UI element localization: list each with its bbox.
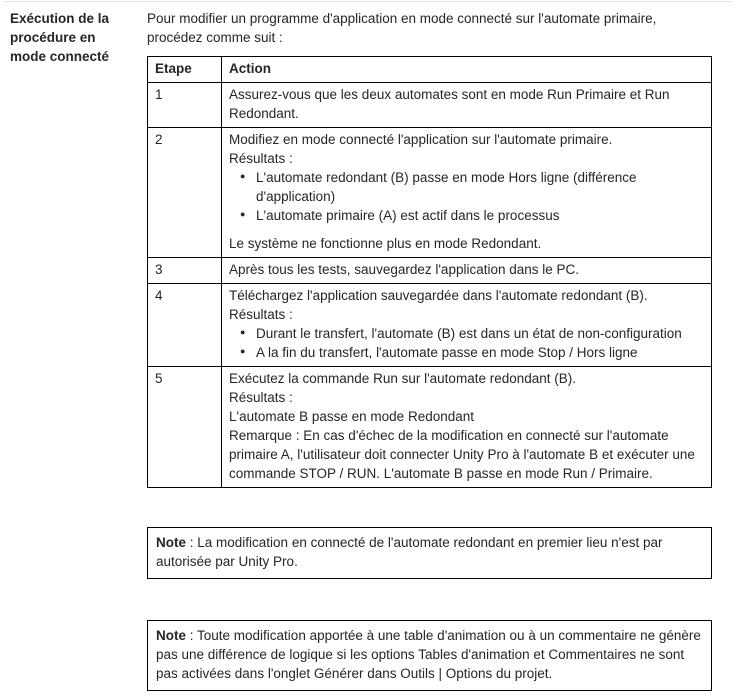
bullet-icon: ● xyxy=(240,171,246,181)
note-text: La modification en connecté de l'automate redondant en premier lieu n'est par autorisée par Unity Pro. xyxy=(156,535,663,569)
step-number-cell: 4 xyxy=(148,284,222,367)
action-text-line: Résultats : xyxy=(229,390,293,405)
action-cell xyxy=(222,284,712,367)
column-header-etape: Etape xyxy=(148,57,222,83)
bullet-icon: ● xyxy=(240,346,246,356)
step-number-cell: 2 xyxy=(148,128,222,258)
bullet-icon: ● xyxy=(240,209,246,219)
table-row xyxy=(148,258,712,284)
intro-paragraph: Pour modifier un programme d'application en mode connecté sur l'automate primaire, procédez comme suit : xyxy=(147,11,657,45)
action-text-line: Téléchargez l'application sauvegardée dans l'automate redondant (B). xyxy=(229,288,648,303)
bullet-text: Durant le transfert, l'automate (B) est dans un état de non-configuration xyxy=(256,326,682,341)
note-box xyxy=(147,527,712,579)
action-text-line: Exécutez la commande Run sur l'automate redondant (B). xyxy=(229,371,577,386)
note-label: Note xyxy=(156,628,186,643)
section-heading-line: Exécution de la xyxy=(10,11,110,26)
bullet-icon: ● xyxy=(240,327,246,337)
action-cell xyxy=(222,83,712,128)
step-number-cell: 3 xyxy=(148,258,222,284)
bullet-item xyxy=(229,206,703,225)
action-text-line: Résultats : xyxy=(229,307,293,322)
table-row xyxy=(148,284,712,367)
action-text-line: Après tous les tests, sauvegardez l'application dans le PC. xyxy=(229,262,580,277)
note-text: Toute modification apportée à une table d'animation ou à un commentaire ne génère pas une différence de logique si les options Tables d'animation et Commentaires ne sont pas activées dans l'onglet Générer dans Outils | Options du projet. xyxy=(156,628,701,681)
table-row xyxy=(148,367,712,488)
table-row xyxy=(148,128,712,258)
action-cell xyxy=(222,258,712,284)
note-label: Note xyxy=(156,535,186,550)
steps-table-body xyxy=(148,83,712,488)
action-text-line: L'automate B passe en mode Redondant xyxy=(229,409,474,424)
section-heading-line: procédure en xyxy=(10,30,96,45)
note-separator: : xyxy=(186,535,198,550)
note-separator: : xyxy=(186,628,198,643)
main-content-column xyxy=(147,9,713,691)
action-text-line: Modifiez en mode connecté l'application sur l'automate primaire. xyxy=(229,132,613,147)
action-cell xyxy=(222,128,712,258)
bullet-text: L'automate redondant (B) passe en mode Hors ligne (différence d'application) xyxy=(256,170,637,204)
note-box xyxy=(147,620,712,691)
page-top-divider xyxy=(4,1,732,2)
procedure-steps-table xyxy=(147,56,712,488)
action-text-line: Résultats : xyxy=(229,151,293,166)
margin-heading-column xyxy=(0,9,147,691)
bullet-text: L'automate primaire (A) est actif dans le processus xyxy=(256,208,560,223)
bullet-text: A la fin du transfert, l'automate passe en mode Stop / Hors ligne xyxy=(256,345,638,360)
action-text-line: Remarque : En cas d'échec de la modification en connecté sur l'automate primaire A, l'utilisateur doit connecter Unity Pro à l'automate B et exécuter une commande STOP / RUN. L'automate B passe en mode Run / Primaire. xyxy=(229,428,695,481)
action-cell xyxy=(222,367,712,488)
section-heading xyxy=(10,9,147,66)
paragraph-spacer xyxy=(229,225,703,234)
action-text-line: Le système ne fonctionne plus en mode Redondant. xyxy=(229,236,542,251)
step-number-cell: 1 xyxy=(148,83,222,128)
header-row xyxy=(148,57,712,83)
steps-table-head xyxy=(148,57,712,83)
column-header-action: Action xyxy=(222,57,712,83)
bullet-item xyxy=(229,343,703,362)
section-heading-line: mode connecté xyxy=(10,49,110,64)
step-number-cell: 5 xyxy=(148,367,222,488)
bullet-item xyxy=(229,168,703,206)
bullet-item xyxy=(229,324,703,343)
action-text-line: Assurez-vous que les deux automates sont en mode Run Primaire et Run Redondant. xyxy=(229,87,670,121)
table-row xyxy=(148,83,712,128)
